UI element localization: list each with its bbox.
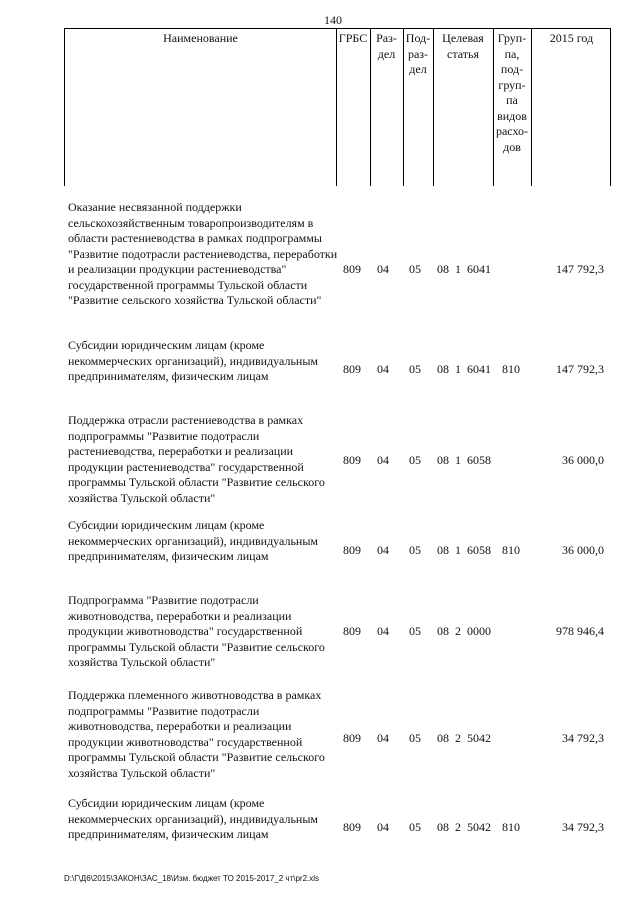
row-grbs: 809 — [343, 820, 361, 834]
row-amount: 36 000,0 — [562, 543, 604, 557]
row-amount: 34 792,3 — [562, 820, 604, 834]
row-razdel: 04 — [377, 624, 389, 638]
row-target: 08 1 6058 — [437, 453, 491, 467]
page-number: 140 — [324, 13, 342, 27]
row-target: 08 1 6041 — [437, 262, 491, 276]
row-razdel: 04 — [377, 820, 389, 834]
row-podrazdel: 05 — [409, 820, 421, 834]
table-row — [64, 413, 611, 509]
file-path-footer: D:\Г\Д6\2015\ЗАКОН\ЗАС_18\Изм. бюджет ТО 2015-2017_2 чт\pr2.xls — [64, 874, 320, 883]
row-grbs: 809 — [343, 362, 361, 376]
header-razdel: Раз- дел — [376, 31, 397, 61]
row-amount: 978 946,4 — [556, 624, 604, 638]
row-razdel: 04 — [377, 453, 389, 467]
row-grbs: 809 — [343, 624, 361, 638]
row-podrazdel: 05 — [409, 731, 421, 745]
row-razdel: 04 — [377, 262, 389, 276]
header-target: Целевая статья — [442, 31, 484, 61]
header-group: Груп- па, под- груп- па видов расхо- дов — [495, 31, 529, 154]
row-podrazdel: 05 — [409, 262, 421, 276]
table-row — [64, 200, 611, 328]
header-podrazdel: Под- раз- дел — [405, 31, 431, 76]
row-amount: 147 792,3 — [556, 362, 604, 376]
row-amount: 147 792,3 — [556, 262, 604, 276]
row-podrazdel: 05 — [409, 624, 421, 638]
row-grbs: 809 — [343, 262, 361, 276]
row-grbs: 809 — [343, 731, 361, 745]
row-target: 08 2 0000 — [437, 624, 491, 638]
row-name: Подпрограмма "Развитие подотрасли животноводства, переработки и реализации продукции животноводства" государственной программы Тульской области "Развитие сельского хозяйства Тульской области" — [68, 593, 325, 669]
table-row — [64, 796, 611, 860]
row-name: Поддержка племенного животноводства в рамках подпрограммы "Развитие подотрасли животноводства, переработки и реализации продукции животноводства" государственной программы Тульской области "Развитие сельского хозяйства Тульской области" — [68, 688, 325, 780]
row-name: Поддержка отрасли растениеводства в рамках подпрограммы "Развитие подотрасли растениеводства, переработки и реализации продукции растениеводства" государственной программы Тульской области "Развитие сельского хозяйства Тульской области" — [68, 413, 325, 505]
row-amount: 36 000,0 — [562, 453, 604, 467]
row-name: Субсидии юридическим лицам (кроме некоммерческих организаций), индивидуальным предпринимателям, физическим лицам — [68, 518, 318, 563]
row-target: 08 2 5042 — [437, 731, 491, 745]
row-name: Субсидии юридическим лицам (кроме некоммерческих организаций), индивидуальным предпринимателям, физическим лицам — [68, 796, 318, 841]
header-grbs: ГРБС — [338, 31, 368, 45]
row-name: Субсидии юридическим лицам (кроме некоммерческих организаций), индивидуальным предпринимателям, физическим лицам — [68, 338, 318, 383]
table-row — [64, 593, 611, 675]
row-group: 810 — [502, 362, 520, 376]
header-name: Наименование — [163, 31, 238, 45]
table-header — [64, 28, 611, 186]
row-target: 08 1 6041 — [437, 362, 491, 376]
row-podrazdel: 05 — [409, 543, 421, 557]
table-row — [64, 338, 611, 402]
table-row — [64, 688, 611, 784]
row-podrazdel: 05 — [409, 362, 421, 376]
row-razdel: 04 — [377, 731, 389, 745]
row-razdel: 04 — [377, 362, 389, 376]
row-podrazdel: 05 — [409, 453, 421, 467]
table-row — [64, 518, 611, 582]
row-target: 08 2 5042 — [437, 820, 491, 834]
row-group: 810 — [502, 820, 520, 834]
header-year: 2015 год — [549, 31, 594, 45]
row-name: Оказание несвязанной поддержки сельскохозяйственным товаропроизводителям в области растениеводства в рамках подпрограммы "Развитие подотрасли растениеводства, переработки и реализации продукции растениеводства" государственной программы Тульской области "Развитие сельского хозяйства Тульской области" — [68, 200, 338, 307]
row-grbs: 809 — [343, 453, 361, 467]
row-razdel: 04 — [377, 543, 389, 557]
row-grbs: 809 — [343, 543, 361, 557]
row-target: 08 1 6058 — [437, 543, 491, 557]
row-group: 810 — [502, 543, 520, 557]
row-amount: 34 792,3 — [562, 731, 604, 745]
